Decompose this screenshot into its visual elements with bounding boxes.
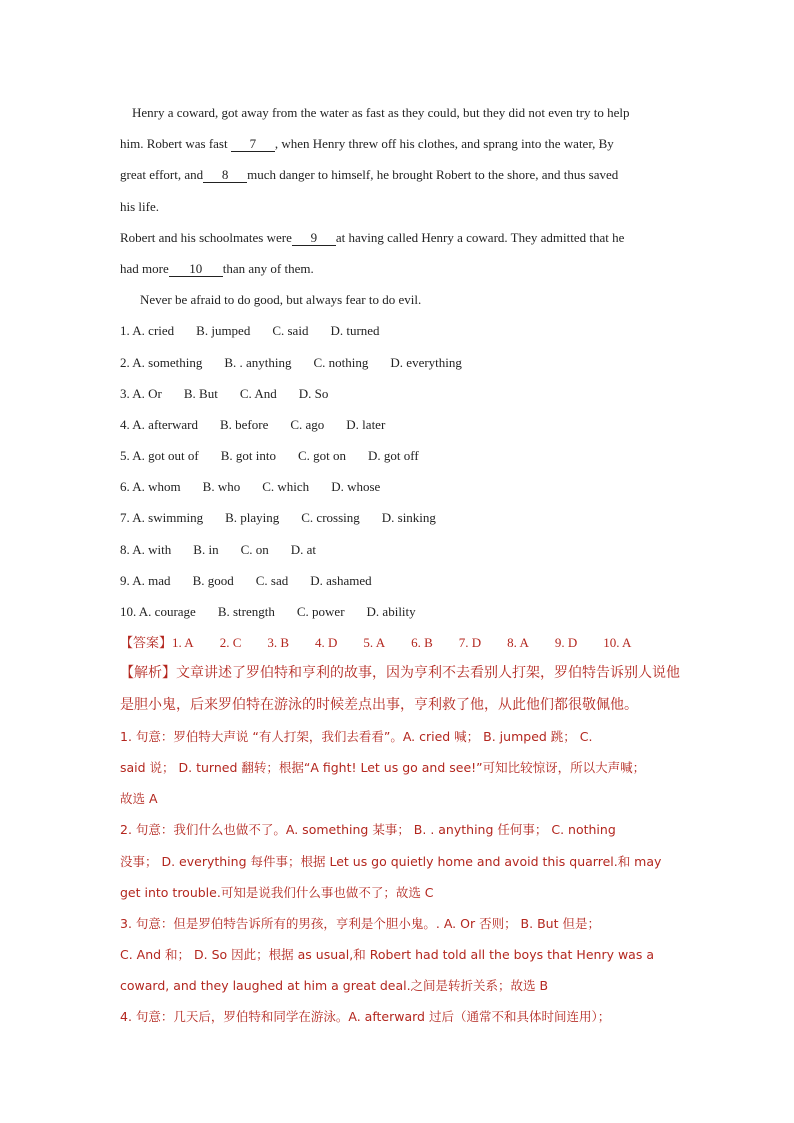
- option-c: C. got on: [298, 448, 347, 464]
- question-row: [120, 565, 680, 596]
- option-d: D. got off: [368, 448, 419, 464]
- option-b: B. But: [183, 385, 218, 401]
- option-a: 5. A. got out of: [120, 448, 199, 464]
- answer-item: 6. B: [411, 635, 433, 651]
- answer-item: 1. A: [172, 635, 194, 651]
- option-d: D. ability: [366, 604, 416, 619]
- option-b: B. good: [192, 572, 234, 588]
- option-d: D. later: [346, 416, 386, 432]
- passage-text: much danger to himself, he brought Robert to the shore, and thus saved: [247, 167, 619, 183]
- question-row: [120, 409, 680, 440]
- option-b: B. strength: [217, 604, 275, 619]
- question-row: [120, 471, 680, 502]
- option-a: 6. A. whom: [120, 479, 181, 495]
- blank-8: 8: [203, 168, 247, 183]
- analysis-text: 2. 句意：我们什么也做不了。A. something 某事； B. . anything 任何事； C. nothing: [120, 822, 616, 838]
- passage-line-1: [120, 97, 680, 128]
- option-c: C. power: [296, 604, 345, 619]
- option-b: B. playing: [225, 510, 280, 526]
- passage-text: Robert and his schoolmates were: [120, 229, 292, 245]
- passage-text: had more: [120, 260, 169, 276]
- blank-10: 10: [169, 262, 223, 277]
- passage-line-4: [120, 191, 680, 222]
- option-b: B. before: [219, 416, 269, 432]
- analysis-q3-line-2: [120, 939, 680, 970]
- passage-text: his life.: [120, 198, 159, 214]
- answer-key: [120, 627, 680, 658]
- analysis-line-2: [120, 690, 680, 721]
- analysis-text: 是胆小鬼，后来罗伯特在游泳的时候差点出事，亨利救了他，从此他们都很敬佩他。: [120, 696, 638, 713]
- answer-item: 8. A: [507, 635, 529, 651]
- analysis-text: 故选 A: [120, 791, 158, 807]
- passage-line-6: [120, 253, 680, 284]
- answer-item: 2. C: [219, 635, 242, 651]
- option-a: 4. A. afterward: [120, 416, 198, 432]
- answer-item: 10. A: [603, 635, 632, 651]
- analysis-q3-line-1: [120, 908, 680, 939]
- passage-text: great effort, and: [120, 167, 204, 183]
- option-c: C. sad: [255, 572, 289, 588]
- analysis-text: 文章讲述了罗伯特和亨利的故事，因为亨利不去看别人打架，罗伯特告诉别人说他: [176, 665, 680, 682]
- passage-moral: [120, 284, 680, 315]
- analysis-q1-line-3: [120, 783, 680, 814]
- option-c: C. which: [262, 479, 310, 495]
- answer-item: 7. D: [458, 635, 482, 651]
- analysis-q1-line-1: [120, 721, 680, 752]
- passage-text: , when Henry threw off his clothes, and sprang into the water, By: [274, 136, 614, 152]
- analysis-text: 没事； D. everything 每件事；根据 Let us go quietly home and avoid this quarrel.和 may: [120, 853, 662, 869]
- analysis-q1-line-2: [120, 752, 680, 783]
- analysis-q4-line-1: [120, 1001, 680, 1032]
- option-c: C. ago: [290, 416, 325, 432]
- option-c: C. nothing: [313, 354, 369, 370]
- analysis-text: 3. 句意：但是罗伯特告诉所有的男孩，亨利是个胆小鬼。. A. Or 否则； B. But 但是；: [120, 915, 600, 931]
- analysis-label: 【解析】: [120, 665, 176, 682]
- answer-item: 4. D: [315, 635, 338, 651]
- option-d: D. at: [290, 541, 317, 557]
- passage-text: him. Robert was fast: [120, 136, 231, 152]
- question-row: [120, 502, 680, 533]
- answer-label: 【答案】: [120, 636, 173, 652]
- analysis-q2-line-1: [120, 814, 680, 845]
- option-c: C. And: [239, 385, 277, 401]
- answer-item: 5. A: [363, 635, 386, 651]
- question-row: [120, 347, 680, 378]
- analysis-text: said 说； D. turned 翻转；根据“A fight! Let us go and see!”可知比较惊讶，所以大声喊；: [120, 759, 646, 775]
- option-d: D. ashamed: [310, 572, 372, 588]
- blank-7: 7: [231, 137, 275, 152]
- option-d: D. everything: [390, 354, 462, 370]
- analysis-text: get into trouble.可知是说我们什么事也做不了；故选 C: [120, 884, 434, 900]
- analysis-text: coward, and they laughed at him a great deal.之间是转折关系；故选 B: [120, 978, 549, 994]
- answer-item: 9. D: [554, 635, 578, 651]
- passage-text: at having called Henry a coward. They admitted that he: [335, 229, 625, 245]
- option-d: D. turned: [330, 323, 380, 339]
- analysis-q2-line-3: [120, 877, 680, 908]
- passage-line-2: [120, 128, 680, 159]
- option-a: 7. A. swimming: [120, 510, 204, 526]
- option-b: B. in: [193, 541, 219, 557]
- option-a: 2. A. something: [120, 354, 203, 370]
- passage-text: Henry a coward, got away from the water as fast as they could, but they did not even try to help: [132, 105, 630, 120]
- option-d: D. whose: [331, 479, 381, 495]
- passage-line-5: [120, 222, 680, 253]
- blank-9: 9: [292, 231, 336, 246]
- document-page: [120, 97, 680, 1033]
- option-c: C. crossing: [301, 510, 360, 526]
- option-b: B. got into: [220, 448, 276, 464]
- option-d: D. So: [298, 385, 329, 401]
- question-row: [120, 440, 680, 471]
- question-row: [120, 534, 680, 565]
- option-b: B. who: [202, 479, 241, 495]
- passage-line-3: [120, 159, 680, 190]
- option-b: B. . anything: [224, 354, 292, 370]
- analysis-text: C. And 和； D. So 因此；根据 as usual,和 Robert had told all the boys that Henry was a: [120, 947, 654, 963]
- option-a: 8. A. with: [120, 541, 172, 557]
- option-c: C. on: [240, 541, 269, 557]
- analysis-text: 1. 句意：罗伯特大声说 “有人打架，我们去看看”。A. cried 喊； B. jumped 跳； C.: [120, 728, 593, 744]
- analysis-q2-line-2: [120, 846, 680, 877]
- analysis-text: 4. 句意：几天后，罗伯特和同学在游泳。A. afterward 过后（通常不和具体时间连用）；: [120, 1009, 611, 1025]
- option-a: 10. A. courage: [120, 604, 196, 619]
- question-row: [120, 315, 680, 346]
- option-b: B. jumped: [196, 323, 251, 339]
- analysis-line-1: [120, 658, 680, 689]
- analysis-q3-line-3: [120, 970, 680, 1001]
- question-list: [120, 315, 680, 627]
- option-a: 1. A. cried: [120, 323, 175, 339]
- option-d: D. sinking: [381, 510, 436, 526]
- question-row: [120, 596, 680, 627]
- moral-text: Never be afraid to do good, but always fear to do evil.: [140, 292, 422, 308]
- question-row: [120, 378, 680, 409]
- option-a: 3. A. Or: [120, 385, 162, 401]
- passage-text: than any of them.: [222, 260, 314, 276]
- option-a: 9. A. mad: [120, 572, 171, 588]
- answer-item: 3. B: [267, 635, 290, 651]
- option-c: C. said: [272, 323, 309, 339]
